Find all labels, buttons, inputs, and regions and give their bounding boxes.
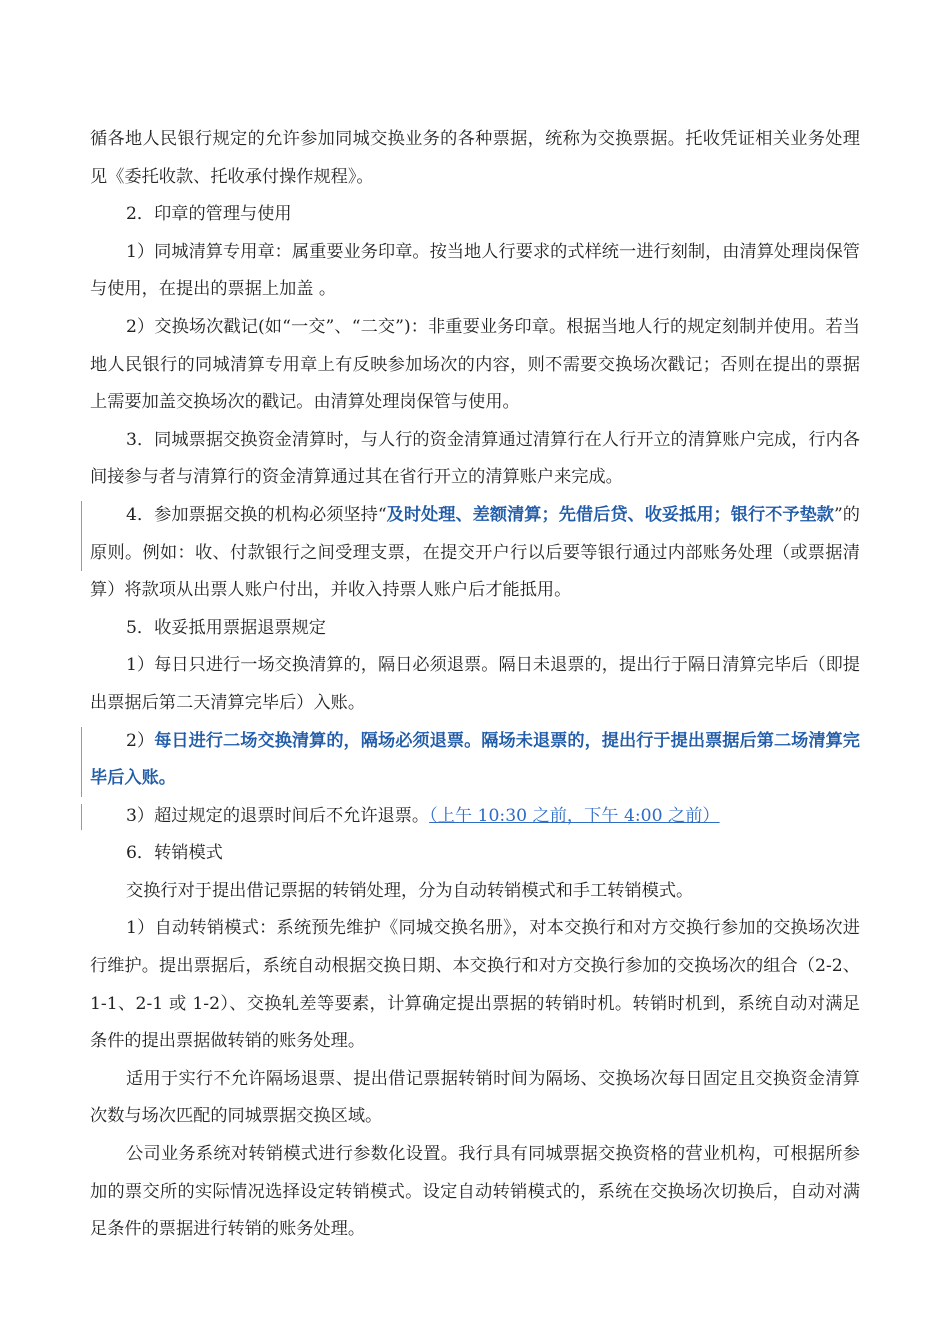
- paragraph-text: 1）每日只进行一场交换清算的，隔日必须退票。隔日未退票的，提出行于隔日清算完毕后（即提出票据后第二天清算完毕后）入账。: [90, 655, 860, 713]
- heading-writeoff-mode: [90, 835, 860, 873]
- rule-highlight: 每日进行二场交换清算的，隔场必须退票。隔场未退票的，提出行于提出票据后第二场清算完毕后入账。: [90, 730, 860, 789]
- paragraph-text: 交换行对于提出借记票据的转销处理，分为自动转销模式和手工转销模式。: [126, 880, 694, 901]
- principle-highlight: 及时处理、差额清算；先借后贷、收妥抵用；银行不予垫款: [386, 504, 834, 525]
- paragraph-clearing-seal: [90, 234, 860, 309]
- time-note-link[interactable]: （上午 10:30 之前，下午 4:00 之前）: [429, 805, 720, 826]
- paragraph-parameter-setting: [90, 1136, 860, 1249]
- heading-seal-management: [90, 196, 860, 234]
- paragraph-text: 公司业务系统对转销模式进行参数化设置。我行具有同城票据交换资格的营业机构，可根据所参加的票交所的实际情况选择设定转销模式。设定自动转销模式的，系统在交换场次切换后，自动对满足条件的票据进行转销的账务处理。: [90, 1144, 860, 1240]
- heading-return-rules: [90, 610, 860, 648]
- paragraph-text-pre: 2）: [126, 730, 155, 751]
- paragraph-fund-clearing: [90, 422, 860, 497]
- paragraph-text: 循各地人民银行规定的允许参加同城交换业务的各种票据，统称为交换票据。托收凭证相关业务处理见《委托收款、托收承付操作规程》。: [90, 129, 860, 187]
- heading-text: 2．印章的管理与使用: [126, 204, 292, 225]
- paragraph-text: 适用于实行不允许隔场退票、提出借记票据转销时间为隔场、交换场次每日固定且交换资金清算次数与场次匹配的同城票据交换区域。: [90, 1068, 860, 1127]
- revision-change-bar: [81, 727, 82, 797]
- paragraph-text: 1）自动转销模式：系统预先维护《同城交换名册》，对本交换行和对方交换行参加的交换场次进行维护。提出票据后，系统自动根据交换日期、本交换行和对方交换行参加的交换场次的组合（2-2、1-1、2-1 或 1-2）、交换轧差等要素，计算确定提出票据的转销时机。转销时机到，系统自动对满足条件的提出票据做转销的账务处理。: [90, 918, 860, 1052]
- paragraph-writeoff-types: [90, 873, 860, 911]
- paragraph-text-pre: 4．参加票据交换的机构必须坚持“: [126, 504, 387, 525]
- paragraph-no-return: [90, 798, 860, 836]
- heading-text: 6．转销模式: [126, 843, 223, 864]
- paragraph-text-post: ”的原则。例如：收、付款银行之间受理支票，在提交开户行以后要等银行通过内部账务处理（或票据清算）将款项从出票人账户付出，并收入持票人账户后才能抵用。: [90, 504, 860, 601]
- heading-text: 5．收妥抵用票据退票规定: [126, 617, 326, 638]
- paragraph-text: 3．同城票据交换资金清算时，与人行的资金清算通过清算行在人行开立的清算账户完成，行内各间接参与者与清算行的资金清算通过其在省行开立的清算账户来完成。: [90, 429, 860, 488]
- paragraph-principles: [90, 497, 860, 610]
- paragraph-session-stamp: [90, 309, 860, 422]
- paragraph-single-session: [90, 647, 860, 722]
- paragraph-two-sessions: [90, 723, 860, 798]
- paragraph-text-pre: 3）超过规定的退票时间后不允许退票。: [126, 805, 430, 826]
- paragraph-text: 2）交换场次戳记(如“一交”、“二交”)：非重要业务印章。根据当地人行的规定刻制并使用。若当地人民银行的同城清算专用章上有反映参加场次的内容，则不需要交换场次戳记；否则在提出的票据上需要加盖交换场次的戳记。由清算处理岗保管与使用。: [90, 316, 860, 413]
- paragraph-applicable-region: [90, 1061, 860, 1136]
- paragraph-exchange-bills: [90, 121, 860, 196]
- paragraph-text: 1）同城清算专用章：属重要业务印章。按当地人行要求的式样统一进行刻制，由清算处理岗保管与使用，在提出的票据上加盖 。: [90, 241, 860, 300]
- revision-change-bar: [81, 804, 82, 830]
- paragraph-auto-writeoff: [90, 910, 860, 1060]
- revision-change-bar: [81, 501, 82, 571]
